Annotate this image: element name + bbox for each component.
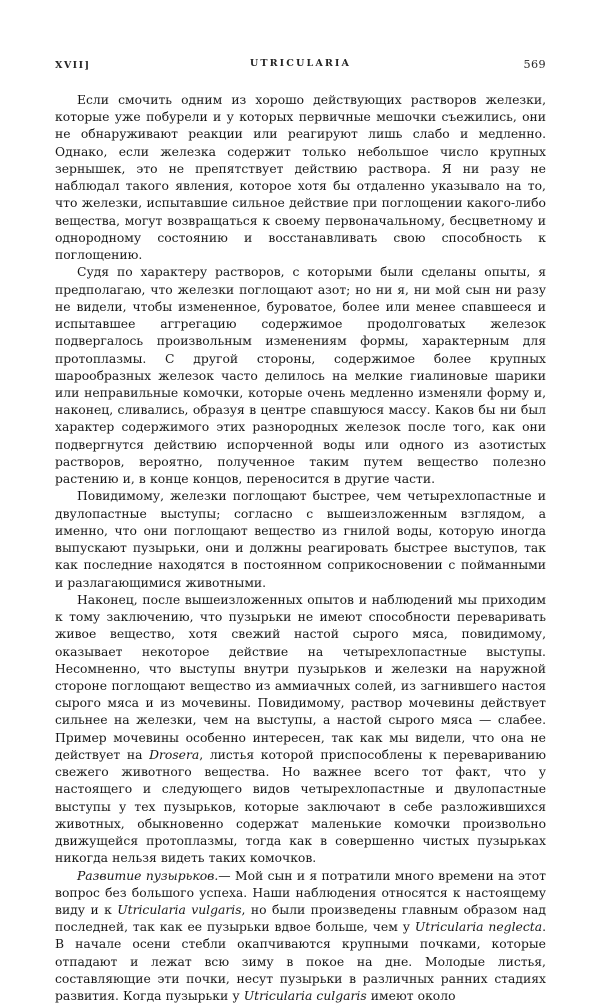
text-run: имеют около [366, 989, 456, 1004]
paragraph [55, 868, 546, 1005]
paragraph [55, 592, 546, 868]
page-number: 569 [523, 58, 546, 71]
italic-run: Utricularia culgaris [243, 989, 367, 1004]
text-run: , но были произведены главным образом над последней, так как ее пузырьки вдвое больше, чем у [55, 903, 546, 935]
italic-run: Drosera [149, 747, 200, 762]
text-run: , листья которой приспособлены к перевариванию свежего животного вещества. Но важнее всего тот факт, что у настоящего и следующего видов четырехлопастные и двулопастные выступы у тех пузырьков, которые заключают в себе разложившихся животных, обыкновенно содержат маленькие комочки произвольно движущейся протоплазмы, тогда как в совершенно чистых пузырьках никогда нельзя видеть таких комочков. [55, 747, 546, 866]
text-run: Наконец, после вышеизложенных опытов и наблюдений мы приходим к тому заключению, что пузырьки не имеют способности переваривать живое вещество, хотя свежий настой сырого мяса, повидимому, оказывает некоторое действие на четырехлопастные выступы. Несомненно, что выступы внутри пузырьков и железки на наружной стороне поглощают вещество из аммиачных солей, из загнившего настоя сырого мяса и из мочевины. Повидимому, раствор мочевины действует сильнее на железки, чем на выступы, а настой сырого мяса — слабее. Пример мочевины особенно интересен, так как мы видели, что она не действует на [55, 592, 546, 762]
text-run: . В начале осени стебли окапчиваются крупными почками, которые отпадают и лежат всю зиму в покое на дне. Молодые листья, составляющие эти почки, несут пузырьки в различных ранних стадиях развития. Когда пузырьки у [55, 920, 546, 1004]
paragraph: Судя по характеру растворов, с которыми были сделаны опыты, я предполагаю, что железки поглощают азот; но ни я, ни мой сын ни разу не видели, чтобы измененное, буроватое, более или менее спавшееся и испытавшее аггрегацию содержимое продолговатых железок подвергалось произвольным изменениям формы, характерным для протоплазмы. С другой стороны, содержимое более крупных шарообразных железок часто делилось на мелкие гиалиновые шарики или неправильные комочки, которые очень медленно изменяли форму и, наконец, сливались, образуя в центре спавшуюся массу. Каков бы ни был характер содержимого этих разнородных железок после того, как они подвергнутся действию испорченной воды или одного из азотистых растворов, вероятно, полученное таким путем вещество полезно растению и, в конце концов, переносится в другие части. [55, 265, 546, 487]
italic-run: Utricularia vulgaris [117, 903, 242, 918]
paragraph: Если смочить одним из хорошо действующих растворов железки, которые уже побурели и у которых первичные мешочки съежились, они не обнаруживают реакции или реагируют лишь слабо и медленно. Однако, если железка содержит только небольшое число крупных зернышек, это не препятствует действию раствора. Я ни разу не наблюдал такого явления, которое хотя бы отдаленно указывало на то, что железки, испытавшие сильное действие при поглощении какого-либо вещества, могут возвращаться к своему первоначальному, бесцветному и однородному состоянию и восстанавливать свою способность к поглощению. [55, 93, 546, 263]
running-head-chapter-marker: XVII] [55, 60, 91, 71]
running-head [55, 58, 546, 76]
italic-run: Развитие пузырьков. [77, 868, 219, 883]
paragraph: Повидимому, железки поглощают быстрее, чем четырехлопастные и двулопастные выступы; согласно с вышеизложенным взглядом, а именно, что они поглощают вещество из гнилой воды, которую иногда выпускают пузырьки, они и должны реагировать быстрее выступов, так как последние находятся в постоянном соприкосновении с пойманными и разлагающимися животными. [55, 489, 546, 590]
italic-run: Utricularia neglecta [414, 920, 543, 935]
running-head-title: UTRICULARIA [249, 58, 352, 69]
body-text-block [55, 92, 546, 1005]
text-run: — Мой сын и я потратили много времени на этот вопрос без большого успеха. Наши наблюдения относятся к настоящему виду и к [55, 868, 547, 918]
